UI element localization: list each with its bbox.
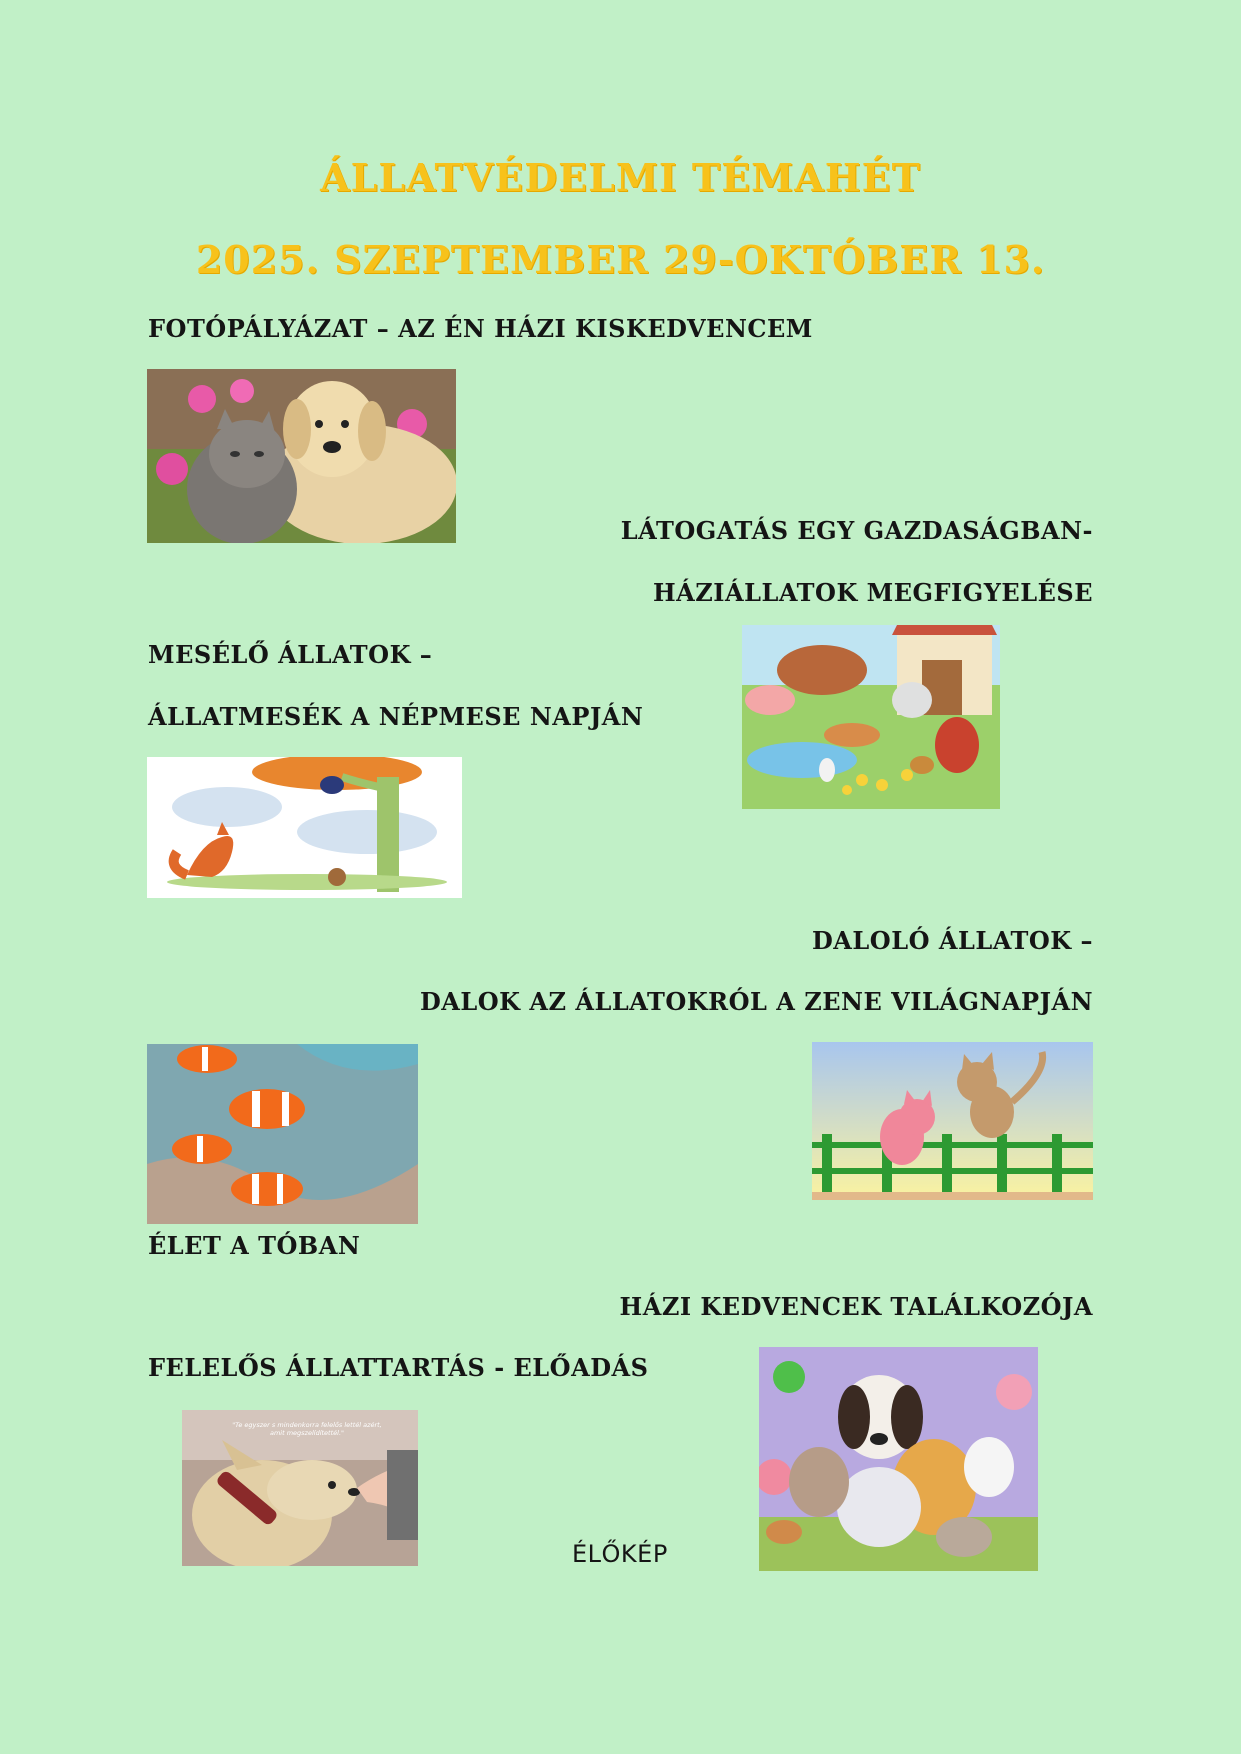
songs-heading-1: DALOLÓ ÁLLATOK – [811,926,1093,955]
cats-on-fence-illustration [812,1042,1093,1200]
clownfish-photo [147,1044,418,1224]
songs-heading-2: DALOK AZ ÁLLATOKRÓL A ZENE VILÁGNAPJÁN [419,987,1093,1016]
farm-animals-illustration [742,625,1000,809]
fox-and-crow-illustration [147,757,462,898]
quote-overlay: "Te egyszer s mindenkorra felelős lettél azért, amit megszelídítettél." [232,1421,382,1437]
responsible-keeping-heading: FELELŐS ÁLLATTARTÁS - ELŐADÁS [148,1353,649,1382]
living-picture-heading: ÉLŐKÉP [572,1540,668,1568]
pets-group-illustration [759,1347,1038,1571]
farm-visit-heading-1: LÁTOGATÁS EGY GAZDASÁGBAN- [620,516,1093,545]
puppy-kitten-photo [147,369,456,543]
tales-heading-2: ÁLLATMESÉK A NÉPMESE NAPJÁN [148,702,644,731]
dog-and-hand-photo [182,1410,418,1566]
tales-heading-1: MESÉLŐ ÁLLATOK – [148,640,433,669]
pond-life-heading: ÉLET A TÓBAN [148,1231,361,1260]
page-title-dates: 2025. SZEPTEMBER 29-OKTÓBER 13. [195,237,1046,282]
page-title-line1: ÁLLATVÉDELMI TÉMAHÉT [320,155,921,200]
pets-meeting-heading: HÁZI KEDVENCEK TALÁLKOZÓJA [619,1292,1093,1321]
farm-visit-heading-2: HÁZIÁLLATOK MEGFIGYELÉSE [652,578,1093,607]
photo-contest-heading: FOTÓPÁLYÁZAT – AZ ÉN HÁZI KISKEDVENCEM [148,314,813,343]
